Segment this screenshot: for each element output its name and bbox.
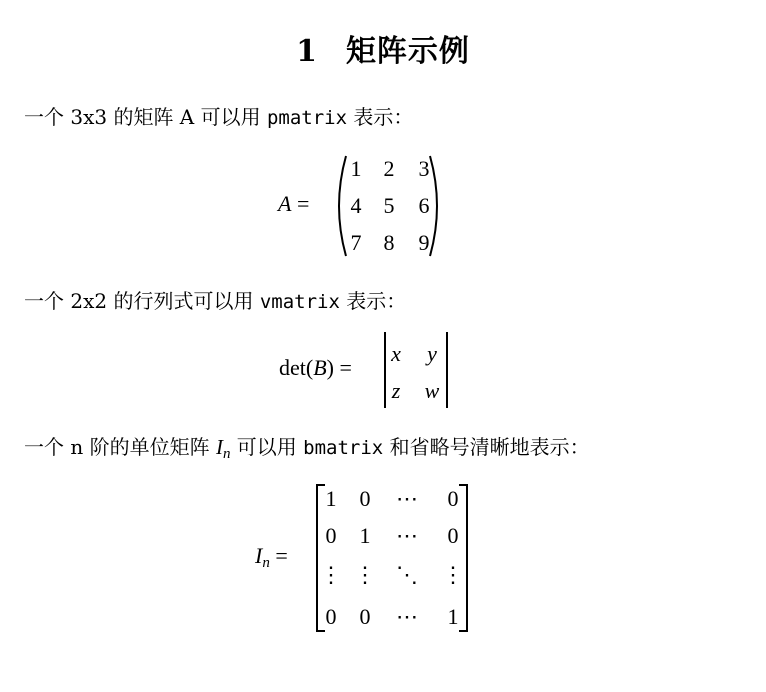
paragraph-pmatrix [24,101,413,130]
para3-var [215,435,231,462]
eq3-cell-r1-c3: ⋯ [396,486,418,511]
eq2-cell-r1-c2: y [427,341,437,366]
eq1-cell-r3-c2: 8 [383,230,395,255]
eq1-cell-r1-c1: 1 [350,156,362,181]
eq3-cell-r3-c2: ⋮ [354,562,376,587]
section-heading [0,26,766,70]
eq1-cell-r2-c1: 4 [350,193,362,218]
eq3-cell-r4-c3: ⋯ [396,604,418,629]
para2-prefix: 一个 2x2 的行列式可以用 [24,289,260,313]
eq2-var: B [313,355,327,380]
eq3-var [255,543,270,571]
eq2-lhs [279,355,352,381]
eq1-lhs [278,191,309,217]
para3-var-sub: n [222,446,231,462]
eq1-cell-r2-c2: 5 [383,193,395,218]
eq3-cell-r3-c3: ⋱ [396,562,418,587]
eq3-cell-r1-c4: 0 [447,486,459,511]
para3-prefix: 一个 n 阶的单位矩阵 [24,435,216,459]
eq2-close: ) [326,355,334,380]
section-title: 矩阵示例 [345,34,470,69]
para1-suffix: 表示： [347,105,414,129]
eq3-cell-r4-c2: 0 [359,604,371,629]
para2-suffix: 表示： [339,289,407,313]
eq3-cell-r2-c1: 0 [325,523,337,548]
eq1-cell-r2-c3: 6 [418,193,430,218]
eq3-cell-r1-c1: 1 [325,486,337,511]
eq3-cell-r4-c1: 0 [325,604,337,629]
eq1-cell-r1-c2: 2 [383,156,395,181]
eq2-det: det( [279,355,314,380]
para3-var-letter: I [215,435,223,459]
para3-suffix: 和省略号清晰地表示： [383,435,590,459]
eq1-lhs-var: A [278,191,292,216]
eq3-equals: = [275,543,288,568]
eq3-var-letter: I [255,543,263,568]
eq2-cell-r1-c1: x [391,341,401,366]
para1-prefix: 一个 3x3 的矩阵 A 可以用 [24,105,267,129]
eq3-cell-r2-c2: 1 [359,523,371,548]
eq3-cell-r2-c3: ⋯ [396,523,418,548]
paragraph-vmatrix [24,285,406,314]
eq3-cell-r3-c4: ⋮ [442,562,464,587]
eq3-lhs [255,543,288,572]
eq1-cell-r3-c1: 7 [350,230,362,255]
eq1-cell-r3-c3: 9 [418,230,430,255]
code-bmatrix: bmatrix [303,437,384,459]
section-number: 1 [296,34,318,69]
eq3-cell-r4-c4: 1 [447,604,459,629]
code-pmatrix: pmatrix [266,107,348,129]
eq2-cell-r2-c2: w [424,378,440,403]
eq3-cell-r3-c1: ⋮ [320,562,342,587]
eq2-cell-r2-c1: z [391,378,401,403]
eq1-cell-r1-c3: 3 [418,156,430,181]
eq3-cell-r2-c4: 0 [447,523,459,548]
eq1-equals: = [296,191,310,216]
eq2-equals: = [339,355,352,380]
eq3-var-sub: n [262,555,270,571]
paragraph-bmatrix [24,431,590,463]
para3-middle: 可以用 [230,435,304,459]
code-vmatrix: vmatrix [259,291,340,313]
eq3-cell-r1-c2: 0 [359,486,371,511]
